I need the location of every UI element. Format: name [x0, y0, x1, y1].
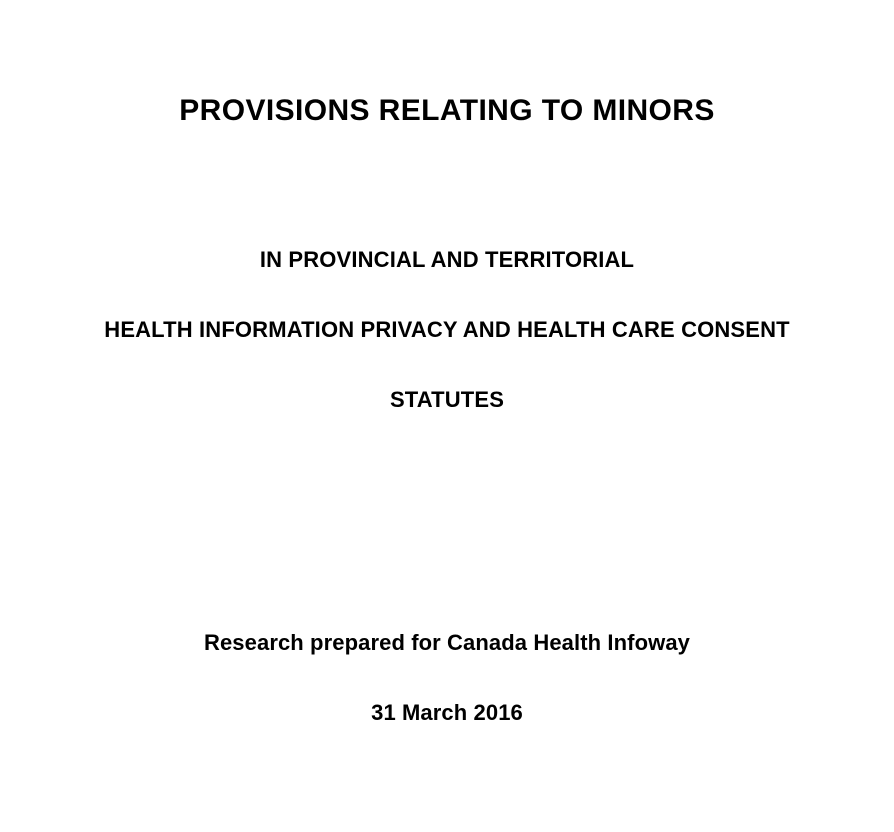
subtitle-line-1: IN PROVINCIAL AND TERRITORIAL — [259, 247, 635, 272]
prepared-for-text: Research prepared for Canada Health Infoway — [203, 630, 690, 655]
subtitle-line-3: STATUTES — [389, 387, 505, 412]
publication-date: 31 March 2016 — [371, 700, 523, 725]
subtitle-line-2: HEALTH INFORMATION PRIVACY AND HEALTH CARE CONSENT — [104, 317, 790, 342]
page-title: PROVISIONS RELATING TO MINORS — [179, 94, 715, 127]
